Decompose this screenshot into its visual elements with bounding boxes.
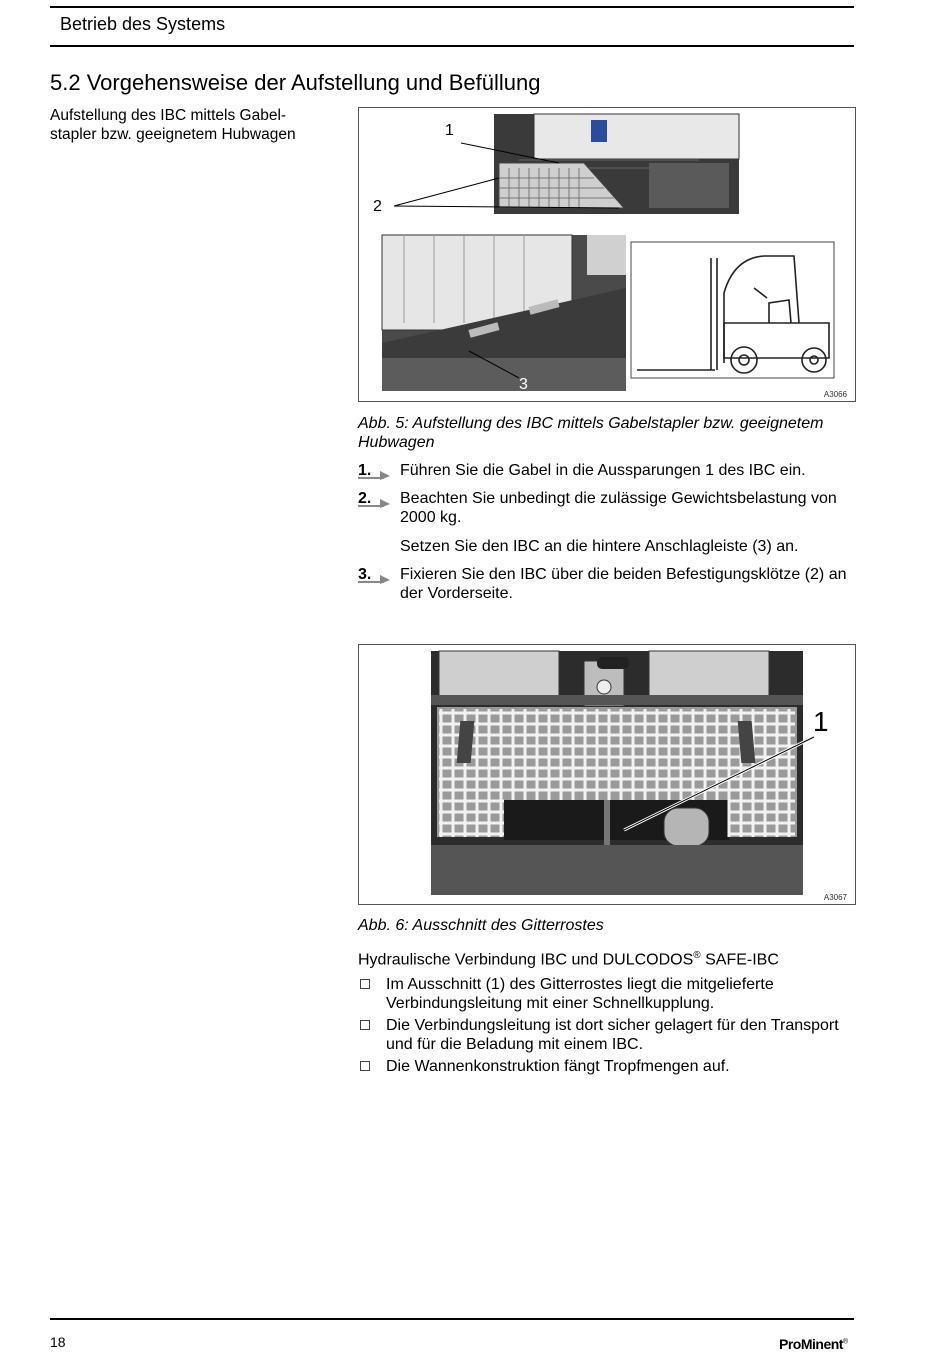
- step-arrow-icon: [358, 572, 392, 584]
- running-header: Betrieb des Systems: [60, 14, 226, 34]
- footer-rule: [50, 1318, 854, 1320]
- photo-pallet-top: [494, 114, 739, 214]
- top-rule: [50, 6, 854, 8]
- step-arrow-icon: [358, 468, 392, 480]
- forklift-drawing: [631, 242, 834, 378]
- callout-label-2: 2: [373, 198, 382, 215]
- step-text: Fixieren Sie den IBC über die beiden Befestigungsklötze (2) an der Vorderseite.: [400, 566, 847, 602]
- step-number: 3.: [358, 566, 372, 583]
- photo-rear-stop: [382, 235, 626, 391]
- square-bullet-icon: [360, 1020, 370, 1030]
- grating-illustration: [359, 645, 855, 904]
- brand-registered-mark: ®: [842, 1338, 848, 1346]
- figure-ibc-placement: [358, 107, 856, 402]
- square-bullet-icon: [360, 1061, 370, 1071]
- margin-heading: Aufstellung des IBC mittels Gabel- stapler bzw. geeignetem Hubwagen: [50, 107, 296, 143]
- figure-caption: Abb. 6: Ausschnitt des Gitterrostes: [358, 917, 604, 934]
- section-title: 5.2 Vorgehensweise der Aufstellung und Befüllung: [50, 70, 541, 95]
- callout-label-3: 3: [519, 376, 528, 393]
- figure-caption: Abb. 5: Aufstellung des IBC mittels Gabelstapler bzw. geeignetem Hubwagen: [358, 415, 824, 451]
- ibc-placement-illustration: [359, 108, 855, 401]
- callout-label-1: 1: [445, 122, 454, 139]
- figure-code: A3067: [823, 893, 847, 902]
- square-bullet-icon: [360, 979, 370, 989]
- step-number: 2.: [358, 490, 372, 507]
- list-item-text: Die Wannenkonstruktion fängt Tropfmengen auf.: [386, 1058, 730, 1075]
- step-text: Führen Sie die Gabel in die Aussparungen 1 des IBC ein.: [400, 462, 806, 479]
- registered-mark: ®: [693, 950, 701, 961]
- step-number: 1.: [358, 462, 372, 479]
- header-rule: [50, 45, 854, 47]
- figure-code: A3066: [823, 390, 847, 399]
- list-item-text: Im Ausschnitt (1) des Gitterrostes liegt die mitgelieferte Verbindungsleitung mit einer Schnellkupplung.: [386, 976, 774, 1012]
- brand-name: ProMinent: [779, 1336, 843, 1352]
- page-number: 18: [50, 1334, 66, 1350]
- hydraulic-suffix: SAFE-IBC: [700, 951, 779, 969]
- hydraulic-connection-heading: [358, 946, 779, 969]
- callout-label-1: 1: [813, 706, 829, 737]
- step-text: Setzen Sie den IBC an die hintere Anschlagleiste (3) an.: [400, 538, 799, 555]
- hydraulic-prefix: Hydraulische Verbindung IBC und DULCODOS: [358, 951, 694, 969]
- list-item-text: Die Verbindungsleitung ist dort sicher gelagert für den Transport und für die Beladung mit einem IBC.: [386, 1017, 839, 1053]
- figure-grating-detail: [358, 644, 856, 905]
- step-text: Beachten Sie unbedingt die zulässige Gewichtsbelastung von 2000 kg.: [400, 490, 837, 526]
- brand-logo: [779, 1336, 848, 1352]
- step-arrow-icon: [358, 496, 392, 508]
